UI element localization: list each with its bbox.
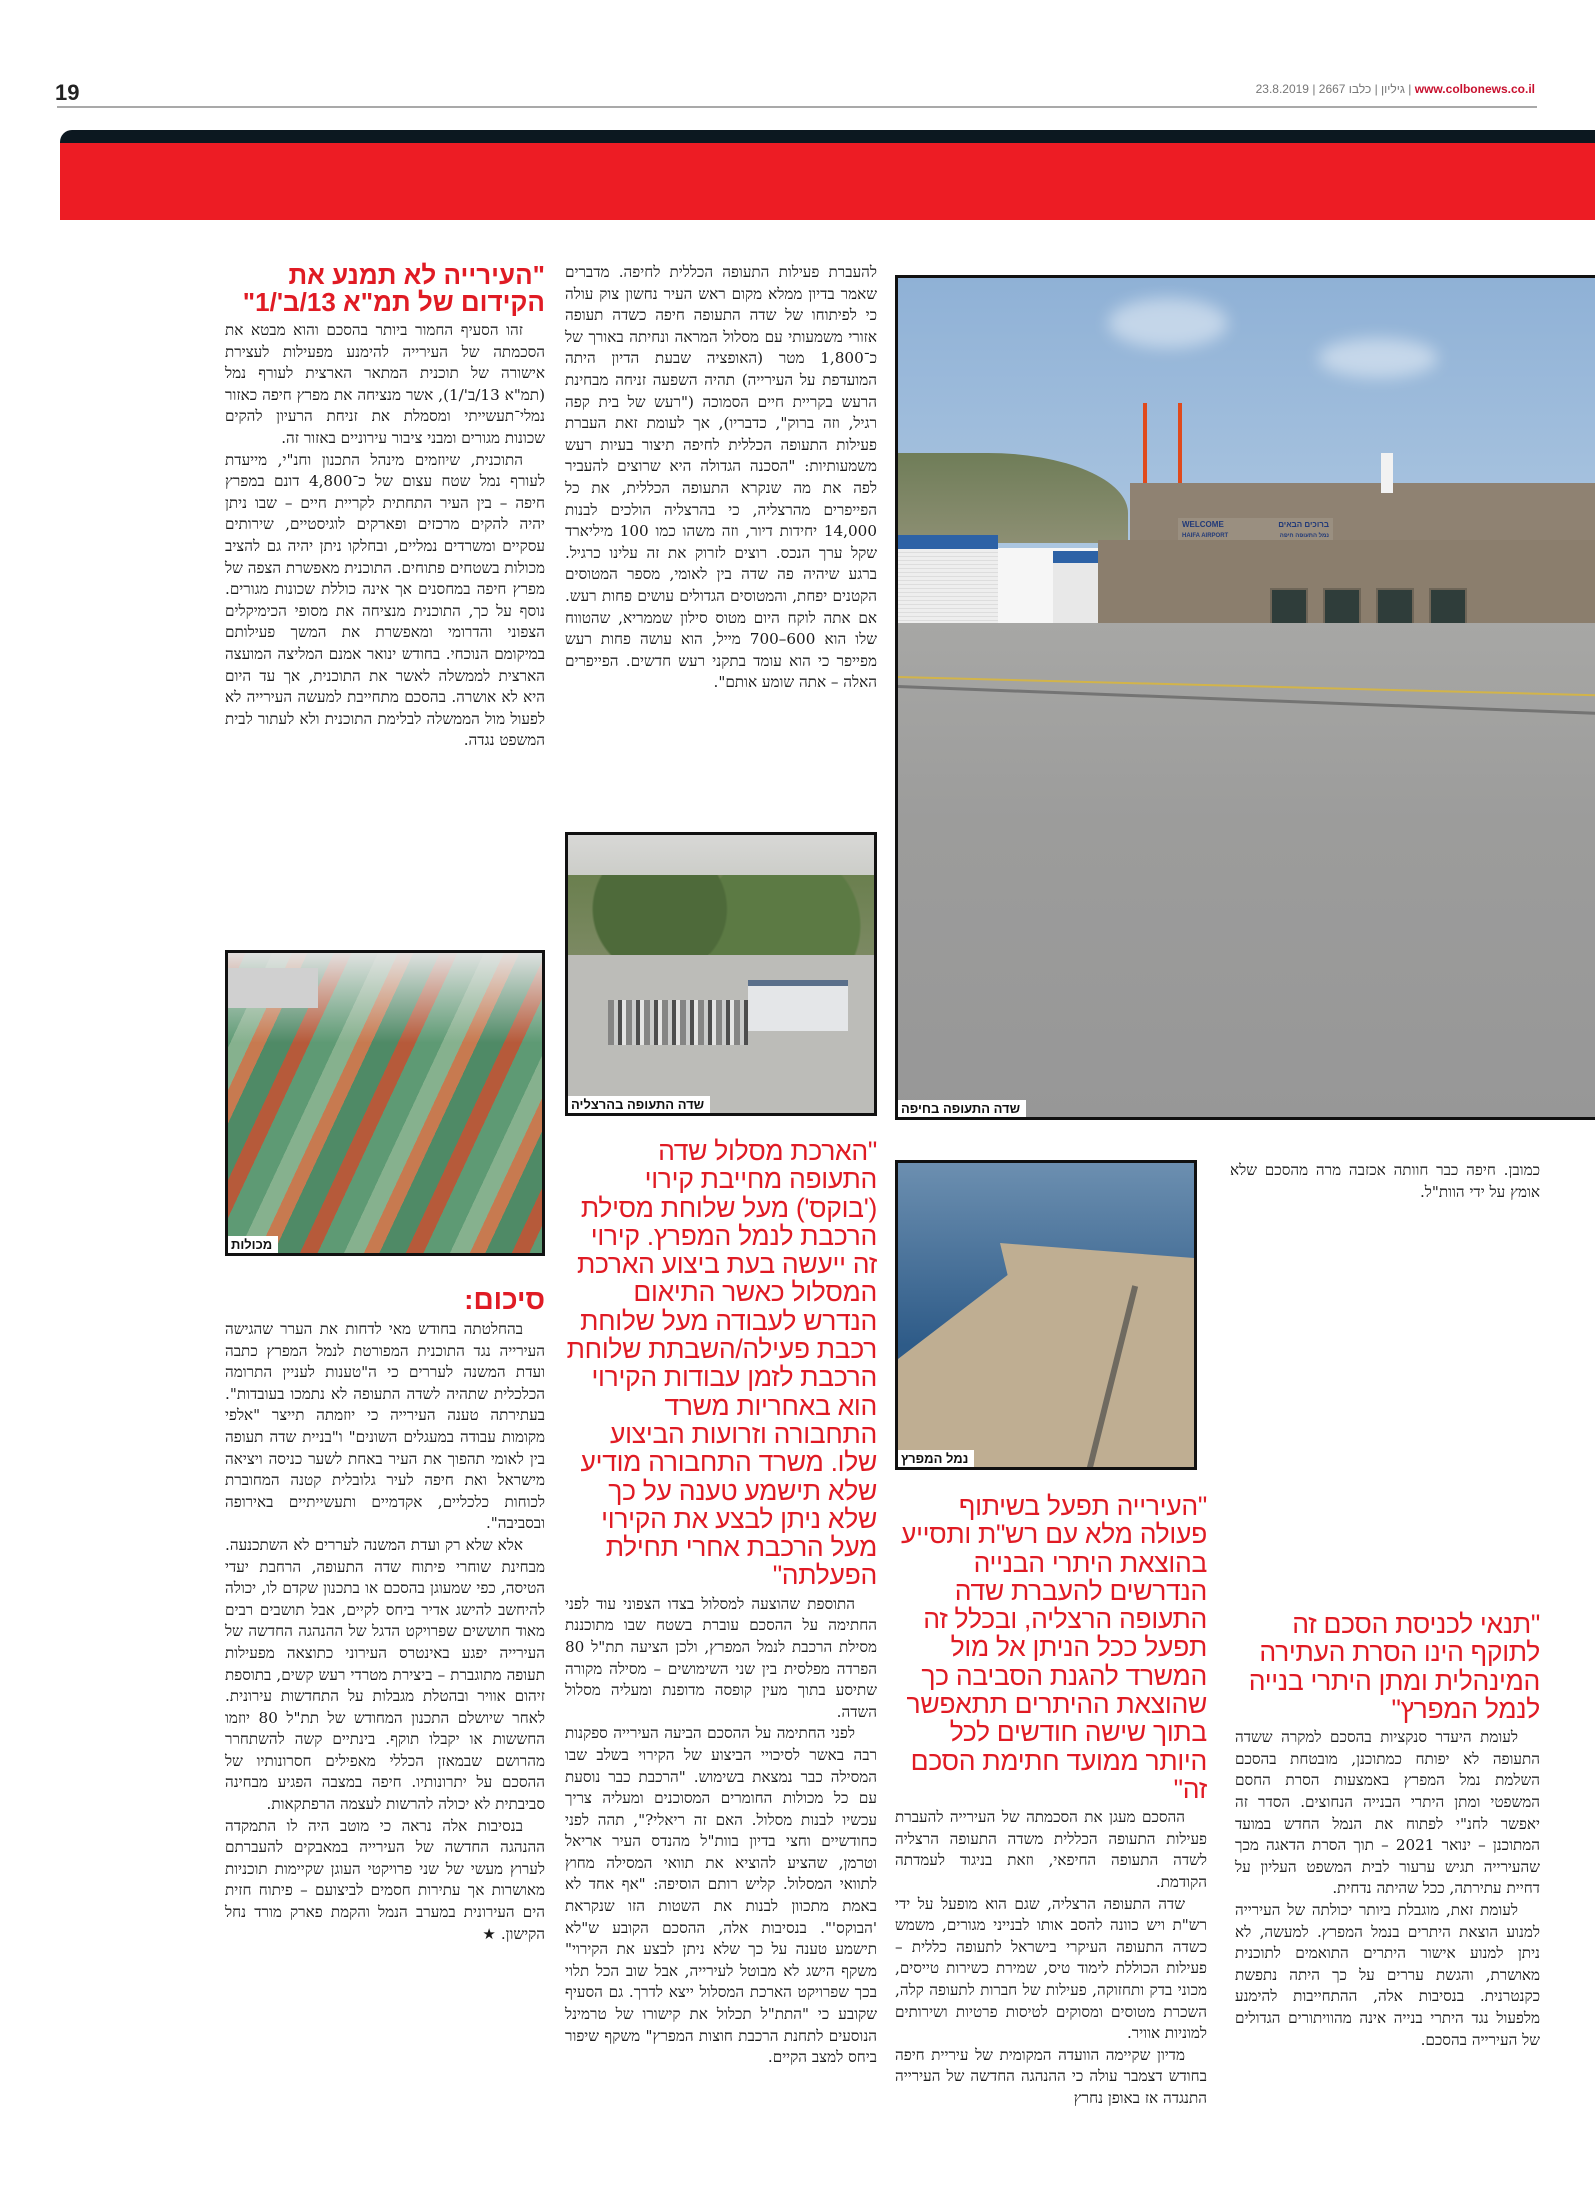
- paragraph: התוכנית, שיוזמים מינהל התכנון וחנ"י, מייעדת לעורף נמל שטח עצום של כ־4,800 דונם במפרץ חיפה – בין העיר התחתית לקריית חיים – שבו ניתן יהיה להקים מרכזים ופארקים לוגיסטיים, שירותים עסקיים ומשרדים נמליים, ובחלקו ניתן יהיה גם להציב מכולות בשטחים פתוחים. התוכנית מאפשרת הצפה של מפרץ חיפה במחסנים אך אינה כוללת שכונות מגורים. נוסף על כך, התוכנית מנציחה את מסופי הכימיקלים הצפוני והדרומי ומאפשרת את המשך פעילותם במיקומם הנוכחי. בחודש ינואר אמנם המליצה המועצה הארצית לממשלה לאשר את התוכנית, אך עד היום היא לא אושרה. בהסכם מתחייבת למעשה העירייה לא לפעול מול הממשלה לבלימת התוכנית ולא לעתור לבית המשפט נגדה.: [225, 450, 545, 750]
- paragraph: זהו הסעיף החמור ביותר בהסכם והוא מבטא את הסכמתה של העירייה להימנע מפעילות לעצירת אישורה של תוכנית המתאר הארצית לעורף נמל (תמ"א 13/ב'/1), אשר מנציחה את מפרץ חיפה כאזור נמלי־תעשייתי ומסמלת את זניחת הרעיון להקים שכונות מגורים ומבני ציבור עירוניים באזור זה.: [225, 321, 545, 447]
- banner-top-strip: [60, 130, 1595, 143]
- sign-en-sub: HAIFA AIRPORT: [1182, 533, 1229, 539]
- column-3: [1230, 1160, 1540, 1203]
- paragraph: לעומת זאת, מוגבלת ביותר יכולתה של העירייה למנוע הוצאת היתרים בנמל המפרץ. למעשה, לא ניתן למנוע אישור היתרים התואמים לתוכנית מאושרת, והגשת עררים על כך היתה נתפשת כקנטרנית. בנסיבות אלה, ההתחייבות להימנע מלפעול נגד היתרי בנייה אינה מהוויתורים הגדולים של העירייה בהסכם.: [1235, 1900, 1540, 2049]
- column-1-summary: [225, 1285, 545, 1945]
- pull-quote: "העירייה תפעל בשיתוף פעולה מלא עם רש"ת ותסייע בהוצאת היתרי הבנייה הנדרשים להעברת שדה התעופה הרצליה, ובכלל זה תפעל ככל הניתן אל מול המשרד להגנת הסביבה כך שהוצאת ההיתרים תתאפשר בתוך שישה חודשים לכל היותר ממועד חתימת הסכם זה": [900, 1491, 1207, 1804]
- photo-caption: מכולות: [228, 1236, 278, 1253]
- paragraph: כמובן. חיפה כבר חוותה אכזבה מרה מהסכם שלא אומץ על ידי הוות"ל.: [1230, 1161, 1540, 1201]
- section-heading: "העירייה לא תמנע את הקידום של תמ"א 13/ב'/1": [242, 260, 545, 317]
- summary-heading: סיכום:: [464, 1284, 545, 1315]
- sign-en: WELCOME: [1182, 520, 1224, 529]
- photo-namal-hamifratz: [895, 1160, 1197, 1470]
- paragraph: ההסכם מעגן את הסכמתה של העירייה להעברת פעילות התעופה הכללית משדה התעופה הרצליה לשדה התעופה החיפאי, וזאת בניגוד לעמדתה הקודמת.: [895, 1808, 1207, 1892]
- photo-warehouse: [228, 968, 318, 1008]
- photo-containers: [225, 950, 545, 1256]
- running-head-info: 23.8.2019 | 2667 גיליון | כלבו |: [1255, 82, 1412, 96]
- photo-caption: שדה התעופה בחיפה: [898, 1100, 1026, 1117]
- photo-parking: [608, 1000, 748, 1045]
- paragraph: לעומת היעדר סנקציות בהסכם למקרה ששדה התעופה לא יפותח כמתוכנן, מובטחת בהסכם השלמת נמל המפרץ באמצעות הסרת החסם המשפטי ומתן היתרי הבנייה הנחוצים. הסדר זה יאפשר לחנ"י לפתוח את הנמל החדש במועד המתוכנן – ינואר 2021 – תוך הסרת הדאגה מכך שהעירייה תגיש ערעור לבית המשפט העליון על דחיית עתירתה, ככל שהיתה נדחית.: [1235, 1728, 1540, 1898]
- sign-he-sub: נמל התעופה חיפה: [1279, 533, 1329, 539]
- website-link[interactable]: www.colbonews.co.il: [1414, 82, 1535, 96]
- paragraph: מדיון שקיימה הוועדה המקומית של עיריית חיפה בחודש דצמבר עולה כי ההנהגה החדשה של העירייה התנגדה אז באופן נחרץ: [895, 2045, 1207, 2107]
- column-2: [565, 262, 877, 694]
- radio-mast: [1143, 403, 1147, 485]
- header-rule: [57, 106, 1537, 108]
- paragraph: התוספת שהוצעה למסלול בצדו הצפוני עוד לפני החתימה על ההסכם עוברת בשטח שבו מתוכננת מסילת הרכבת לנמל המפרץ, ולכן הציעה תת"ל 80 הפרדה מפלסית בין שני השימושים – מסילה מקורה שתיסע בתוך מעין קופסה מדופנת ומעליה מסלול השדה.: [565, 1594, 877, 1721]
- paragraph: להעברת פעילות התעופה הכללית לחיפה. מדברים שאמר בדיון ממלא מקום ראש העיר נחשון צוק עולה כי לפיתוחו של שדה התעופה חיפה כשדה תעופה אזורי משמעותי עם מסלול המראה ונחיתה באורך של כ־1,800 מטר (האופציה שבעת הדיון היתה המועדפת על העירייה) תהיה השפעה זניחה מבחינת הרעש בקריית חיים הסמוכה ("רעש של בית קפה רגיל, וזה ברוק", כדבריו), אך לעומת זאת העברת פעילות התעופה הכללית לחיפה תיצור בעיות רעש משמעותיות: "הסכנה הגדולה היא שרוצים להעביר לפה את מה שנקרא התעופה הכללית, את כל הפייפרים מהרצליה, כי בהרצליה הולכים לבנות 14,000 יחידות דיור, וזה משהו כמו 100 מיליארד שקל ערך הנכס. רוצים לזרוק את זה עלינו כרגיל. ברגע שיהיה פה שדה בין לאומי, מספר המטוסים הקטנים יפחת, והמטוסים הגדולים עושים פחות רעש. אם אתה לוקח היום מטוס סילון שממריא, שהטווח שלו הוא 600–700 מייל, הוא עושה פחות רעש מפייפר כי הוא עומד בתקני רעש חדשים. הפייפרים האלה – אתה שומע אותם".: [565, 263, 877, 692]
- column-2-lower: [565, 1137, 877, 2069]
- hangar: [898, 535, 998, 627]
- paragraph: [225, 1816, 545, 1946]
- flag: [1381, 453, 1393, 493]
- terminal-sign: [1178, 518, 1333, 540]
- page-number: 19: [55, 80, 80, 105]
- paragraph: אלא שלא רק ועדת המשנה לעררים לא השתכנעה. מבחינת שוחרי פיתוח שדה התעופה, הרחבת יעדי הטיסה, כפי שמעוגן בהסכם או בתכנון שקדם לו, יכולה להיחשב להישג אדיר ביחס לקיים, אבל תושבים רבים מאוד חוששים שפרויקט הדגל של ההנהגה החדשה של העירייה יפגע באינטרס העירוני כתוצאה מפעילות תעופה מתוגברת – ביצירת מטרדי רעש קשים, בתוספת זיהום אוויר ובהטלת מגבלות על התחדשות עירונית. לאחר שיושלם התכנון המחודש של תת"ל 80 יוזמו החששות או יקבלו תוקף. בינתיים קשה להשתחרר מהרושם שבמאזן הכללי מאפילים חסרונותיו של ההסכם על יתרונותיו. חיפה במצבה הפגיע מבחינה סביבתית לא יכולה להרשות לעצמה הרפתקאות.: [225, 1535, 545, 1814]
- photo-haifa-airport: [895, 275, 1595, 1120]
- sign-he: ברוכים הבאים: [1278, 520, 1329, 529]
- running-head: [1256, 82, 1535, 96]
- photo-trees: [568, 875, 874, 960]
- end-mark-icon: ★: [482, 1924, 496, 1943]
- photo-caption: שדה התעופה בהרצליה: [568, 1096, 710, 1113]
- paragraph: שדה התעופה הרצליה, שגם הוא מופעל על ידי רש"ת ויש כוונה להסב אותו לבנייני מגורים, משמש כשדה התעופה העיקרי בישראל לתעופה כללית – פעילות הכוללת לימוד טיס, שמירת כשירות טייסים, מכוני בדק ותחזוקה, פעילות של חברות לתעופה קלה, השכרת מטוסים ומסוקים לטיסות פרטיות ושירותים למוניות אוויר.: [895, 1894, 1207, 2043]
- hangar: [1053, 551, 1098, 628]
- pull-quote: "הארכת מסלול שדה התעופה מחייבת קירוי ('בוקס') מעל שלוחת מסילת הרכבת לנמל המפרץ. קירוי זה ייעשה בעת ביצוע הארכת המסלול כאשר התיאום הנדרש לעבודה מעל שלוחת רכבת פעילה/השבתת שלוחת הרכבת לזמן עבודות הקירוי הוא באחריות משרד התחבורה וזרועות הביצוע שלו. משרד התחבורה מודיע שלא תישמע טענה על כך שלא ניתן לבצע את הקירוי מעל הרכבת אחרי תחילת הפעלתה": [566, 1136, 877, 1591]
- paragraph: לפני החתימה על ההסכם הביעה העירייה ספקנות רבה באשר לסיכויי הביצוע של הקירוי בשלב שבו המסילה כבר נמצאת בשימוש. "הרכבת כבר נוסעת עם כל מכולות החומרים המסוכנים ומעליה צריך עכשיו לבנות מסלול. האם זה ריאלי?", תהה לפני כחודשיים וחצי בדיון בוות"ל מהנדס העיר אריאל וטרמן, שהציע להוציא את תוואי המסילה מחוץ לתוואי המסלול. קליש רותם הוסיפה: "אף אחד לא באמת מתכוון לבנות את השטות הזו שנקראת 'הבוקס'". בנסיבות אלה, ההסכם הקובע ש"לא תישמע טענה על כך שלא ניתן לבצע את הקירוי" משקף הישג לא מבוטל לעירייה, אבל שוב הכל תלוי בכך שפרויקט הארכת המסלול ייצא לדרך. גם הסעיף שקובע כי "התת"ל תכלול את קישורו של טרמינל הנוסעים לתחנת הרכבת חוצות המפרץ" משקף שיפור ביחס למצב הקיים.: [565, 1724, 877, 2067]
- paragraph-text: בנסיבות אלה נראה כי מוטב היה לו התמקדה ההנהגה החדשה של העירייה במאבקים להעברתם לערוץ מעשי של שני פרויקטי העוגן שקיימות תוכניות מאושרות אך עתירות חסמים לביצועם – פיתוח חזית הים העירונית במערב הנמל והקמת פארק מורד נחל הקישון.: [225, 1816, 545, 1943]
- photo-hangar: [748, 980, 848, 1031]
- photo-caption: נמל המפרץ: [898, 1450, 974, 1467]
- cloud: [1318, 338, 1438, 378]
- column-3-lower: [895, 1492, 1207, 2110]
- paragraph: בהחלטתה בחודש מאי לדחות את הערר שהגישה העירייה נגד התוכנית המפורטת לנמל המפרץ כתבה ועדת המשנה לעררים כי ה"טענות לעניין התרומה הכלכלית שתהיה לשדה התעופה לא נתמכו בעובדות". בעתירתה טענה העירייה כי יוזמתה תייצר "אלפי מקומות עבודה במעגלים השונים" ו"בניית שדה תעופה בין לאומי תהפוך את העיר באחת לשער כניסה ויציאה מישראל ואת חיפה לעיר גלובלית קטנה המחוברת לכוחות כלכליים, אקדמיים ותעשייתיים באירופה ובסביבה".: [225, 1320, 545, 1533]
- column-4: [1235, 1610, 1540, 2051]
- pull-quote: "תנאי לכניסת הסכם זה לתוקף הינו הסרת העתירה המינהלית ומתן היתרי בנייה לנמל המפרץ": [1248, 1609, 1540, 1724]
- red-banner: [60, 143, 1595, 220]
- cloud: [1108, 298, 1228, 348]
- radio-mast: [1178, 403, 1182, 485]
- column-1: [225, 262, 545, 752]
- photo-herzliya-airport: [565, 832, 877, 1116]
